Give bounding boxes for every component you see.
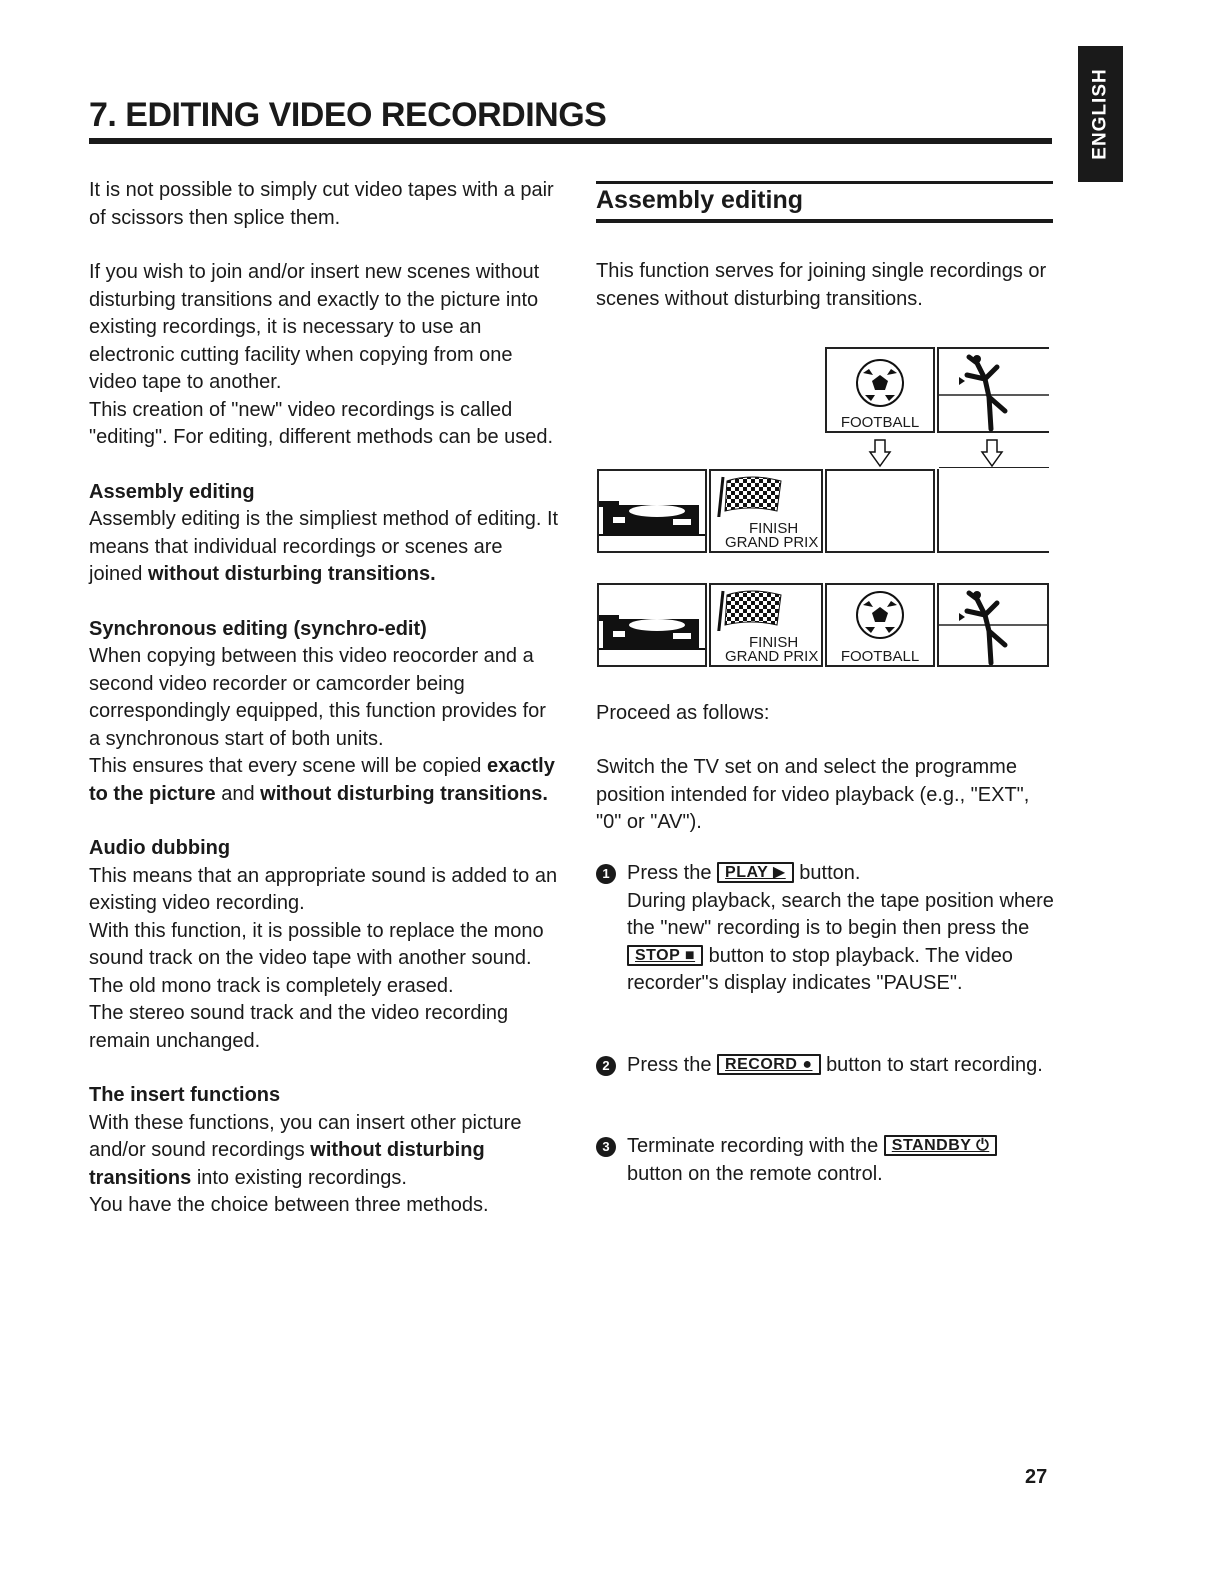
audio-text-3: The stereo sound track and the video recording remain unchanged. [89,1002,509,1052]
frame-empty-1 [825,469,935,553]
frame-race-car-result [597,583,707,667]
race-car-icon [599,471,705,551]
down-arrow-icon [980,438,1004,468]
frame-empty-2 [937,469,1049,553]
insert-heading: The insert functions [89,1084,281,1106]
checkered-flag-icon [711,585,821,631]
football-label: FOOTBALL [840,414,920,431]
language-tab [1078,46,1123,182]
insert-text-3: You have the choice between three methods. [89,1194,489,1216]
step-3: 3 Terminate recording with the STANDBY ⏻ button on the remote control. [596,1133,1056,1188]
step-number: 2 [596,1056,616,1076]
synchro-heading: Synchronous editing (synchro-edit) [89,617,427,640]
soccer-ball-icon [827,585,933,645]
synchro-text-2: This ensures that every scene will be copied exactly to the picture and without disturbing transitions. [89,755,555,805]
audio-text-1: This means that an appropriate sound is added to an existing video recording. [89,864,558,914]
checkered-flag-icon [711,471,821,517]
frame-player-result [937,583,1049,667]
stop-key: STOP ■ [627,945,703,966]
assembly-heading: Assembly editing [89,480,255,503]
grand-prix-label: GRAND PRIX [725,648,819,665]
intro-paragraph-3: This creation of "new" video recordings is called "editing". For editing, different methods can be used. [89,398,554,448]
assembly-text: Assembly editing is the simpliest method of editing. It means that individual recordings or scenes are joined without disturbing transitions. [89,508,559,585]
intro-paragraph-2: If you wish to join and/or insert new scenes without disturbing transitions and exactly to the picture into existing recordings, it is necessary to use an electronic cutting facility when copying from one video tape to another. [89,261,540,393]
frame-finish-flag [709,469,823,553]
grand-prix-label: GRAND PRIX [725,534,819,551]
frame-player-source [937,347,1049,433]
frame-football-result [825,583,935,667]
finish-label: FINISH [749,520,799,537]
page-title: 7. EDITING VIDEO RECORDINGS [89,96,607,134]
language-tab-label: ENGLISH [1089,68,1111,160]
assembly-diagram [596,344,1056,674]
frame-football-source [825,347,935,433]
step-number: 3 [596,1137,616,1157]
section-rule-bottom [596,219,1053,223]
play-key: PLAY ▶ [717,862,794,883]
step-1: 1 Press the PLAY ▶ button. During playback, search the tape position where the "new" recording is to begin then press the STOP ■ button to stop playback. The video recorder"s display indicates "PAUSE". [596,860,1056,998]
record-key: RECORD ● [717,1054,820,1075]
football-label: FOOTBALL [840,648,920,665]
section-intro: This function serves for joining single recordings or scenes without disturbing transitions. [596,260,1047,310]
race-car-icon [599,585,705,665]
synchro-text-1: When copying between this video reocorder and a second video recorder or camcorder being correspondingly equipped, this function provides for a synchronous start of both units. [89,645,546,750]
intro-paragraph-1: It is not possible to simply cut video tapes with a pair of scissors then splice them. [89,179,554,229]
left-column [89,177,559,1220]
frame-race-car [597,469,707,553]
page-number: 27 [1025,1466,1048,1488]
soccer-player-icon [939,349,1049,433]
proceed-text: Proceed as follows: [596,702,770,724]
soccer-ball-icon [827,351,933,411]
step-number: 1 [596,864,616,884]
audio-text-2: With this function, it is possible to replace the mono sound track on the video tape with another sound. The old mono track is completely erased. [89,919,544,997]
title-rule [89,138,1052,144]
audio-heading: Audio dubbing [89,837,231,859]
insert-text-1: With these functions, you can insert other picture and/or sound recordings without disturbing transitions into existing recordings. [89,1111,522,1189]
switch-tv-text: Switch the TV set on and select the programme position intended for video playback (e.g., "EXT", "0" or "AV"). [596,756,1030,833]
finish-label: FINISH [749,634,799,651]
down-arrow-icon [868,438,892,468]
step-2: 2 Press the RECORD ● button to start recording. [596,1052,1056,1080]
section-heading: Assembly editing [596,186,803,214]
section-rule-top [596,181,1053,184]
soccer-player-icon [939,585,1047,665]
standby-key: STANDBY ⏻ [884,1135,997,1156]
frame-finish-flag-result [709,583,823,667]
